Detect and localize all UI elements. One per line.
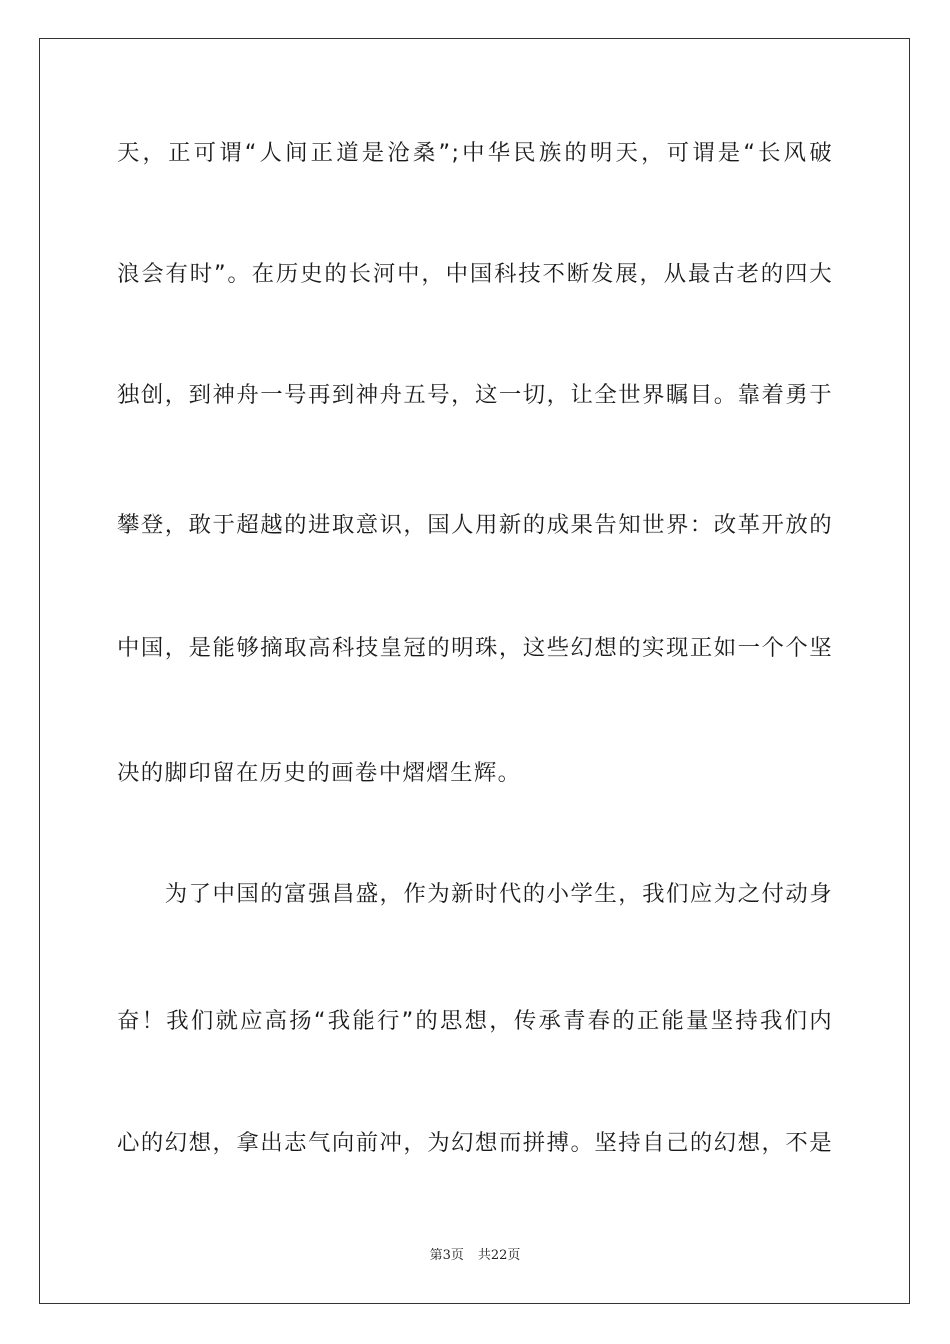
paragraph-2-line-1: 为了中国的富强昌盛，作为新时代的小学生，我们应为之付动身 bbox=[117, 881, 833, 907]
paragraph-1-line-6: 决的脚印留在历史的画卷中熠熠生辉。 bbox=[117, 760, 522, 786]
paragraph-1-line-3: 独创，到神舟一号再到神舟五号，这一切，让全世界瞩目。靠着勇于 bbox=[117, 382, 833, 408]
page-border bbox=[39, 38, 910, 1304]
paragraph-1-line-5: 中国，是能够摘取高科技皇冠的明珠，这些幻想的实现正如一个个坚 bbox=[117, 635, 833, 661]
paragraph-2-line-3: 心的幻想，拿出志气向前冲，为幻想而拼搏。坚持自己的幻想，不是 bbox=[117, 1130, 833, 1156]
paragraph-1-line-4: 攀登，敢于超越的进取意识，国人用新的成果告知世界：改革开放的 bbox=[117, 512, 833, 538]
total-pages: 共22页 bbox=[477, 1248, 521, 1263]
page-number: 第3页 bbox=[429, 1248, 464, 1263]
paragraph-2-line-2: 奋！我们就应高扬“我能行”的思想，传承青春的正能量坚持我们内 bbox=[117, 1008, 833, 1034]
page-footer bbox=[0, 1247, 950, 1265]
paragraph-1-line-1: 天，正可谓“人间正道是沧桑”;中华民族的明天，可谓是“长风破 bbox=[117, 140, 833, 166]
paragraph-1-line-2: 浪会有时”。在历史的长河中，中国科技不断发展，从最古老的四大 bbox=[117, 261, 833, 287]
